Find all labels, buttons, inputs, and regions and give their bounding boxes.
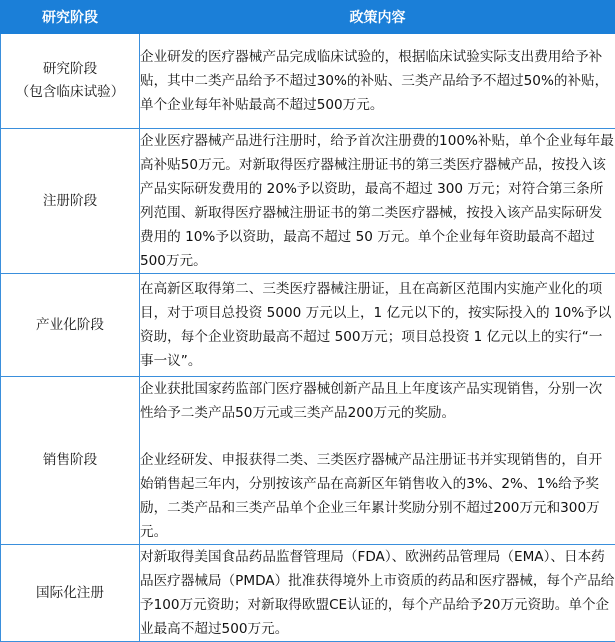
content-cell: [140, 377, 615, 545]
stage-sublabel: （包含临床试验）: [1, 81, 139, 104]
stage-label: 产业化阶段: [1, 314, 139, 337]
stage-label: 销售阶段: [1, 449, 139, 472]
header-stage: 研究阶段: [1, 1, 140, 34]
policy-text: 企业获批国家药监部门医疗器械创新产品且上年度该产品实现销售，分别一次性给予二类产品50万元或三类产品200万元的奖励。: [140, 377, 615, 425]
stage-label: 注册阶段: [1, 190, 139, 213]
stage-cell: [1, 129, 140, 274]
policy-text: 在高新区取得第二、三类医疗器械注册证，且在高新区范围内实施产业化的项目，对于项目总投资 5000 万元以上，1 亿元以下的，按实际投入的 10%予以资助，每个企业资助最高不超过 500万元；项目总投资 1 亿元以上的实行“一事一议”。: [140, 277, 615, 373]
table-row: [1, 377, 615, 545]
content-cell: [140, 34, 615, 129]
content-cell: [140, 274, 615, 377]
table-header-row: [1, 1, 615, 34]
stage-cell: [1, 34, 140, 129]
paragraph-gap: [140, 425, 615, 448]
stage-cell: [1, 377, 140, 545]
table-row: [1, 34, 615, 129]
table-row: [1, 545, 615, 642]
policy-text: 企业经研发、申报获得二类、三类医疗器械产品注册证书并实现销售的，自开始销售起三年内，分别按该产品在高新区年销售收入的3%、2%、1%给予奖励，二类产品和三类产品单个企业三年累计奖励分别不超过200万元和300万元。: [140, 448, 615, 544]
content-cell: [140, 545, 615, 642]
stage-cell: [1, 545, 140, 642]
table-row: [1, 129, 615, 274]
stage-label: 国际化注册: [1, 582, 139, 605]
policy-text: 企业医疗器械产品进行注册时，给予首次注册费的100%补贴，单个企业每年最高补贴50万元。对新取得医疗器械注册证书的第三类医疗器械产品，按投入该产品实际研发费用的 20%予以资助，最高不超过 300 万元；对符合第三条所列范围、新取得医疗器械注册证书的第二类医疗器械，按投入该产品实际研发费用的 10%予以资助，最高不超过 50 万元。单个企业每年资助最高不超过 500万元。: [140, 129, 615, 273]
table-row: [1, 274, 615, 377]
stage-label: 研究阶段: [1, 58, 139, 81]
policy-text: 企业研发的医疗器械产品完成临床试验的，根据临床试验实际支出费用给予补贴，其中二类产品给予不超过30%的补贴、三类产品给予不超过50%的补贴，单个企业每年补贴最高不超过500万元。: [140, 45, 615, 117]
stage-cell: [1, 274, 140, 377]
header-content: 政策内容: [140, 1, 615, 34]
content-cell: [140, 129, 615, 274]
policy-text: 对新取得美国食品药品监督管理局（FDA）、欧洲药品管理局（EMA）、日本药品医疗器械局（PMDA）批准获得境外上市资质的药品和医疗器械，每个产品给予100万元资助；对新取得欧盟CE认证的，每个产品给予20万元资助。单个企业最高不超过500万元。: [140, 545, 615, 641]
